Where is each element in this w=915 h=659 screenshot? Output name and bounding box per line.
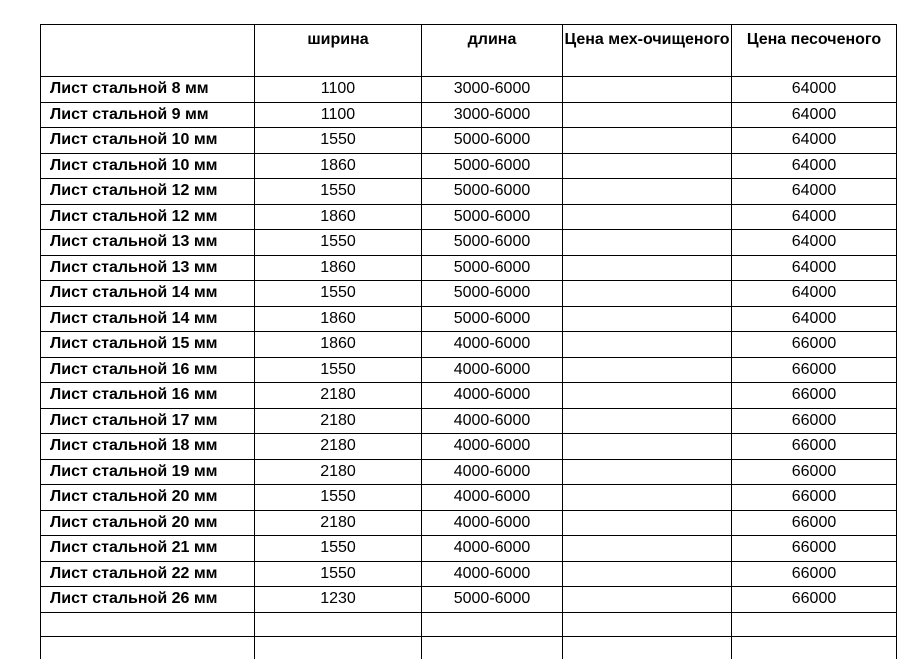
cell-length: 5000-6000	[422, 255, 563, 281]
cell-name: Лист стальной 18 мм	[41, 434, 255, 460]
table-row	[41, 587, 897, 613]
cell-name: Лист стальной 20 мм	[41, 485, 255, 511]
table-row	[41, 179, 897, 205]
cell-width: 1860	[255, 306, 422, 332]
table-row	[41, 77, 897, 103]
cell-price-sand: 64000	[732, 128, 897, 154]
cell-length: 3000-6000	[422, 102, 563, 128]
cell-name: Лист стальной 21 мм	[41, 536, 255, 562]
cell-name: Лист стальной 26 мм	[41, 587, 255, 613]
cell-width: 1860	[255, 332, 422, 358]
cell-length: 5000-6000	[422, 306, 563, 332]
cell-width: 1550	[255, 179, 422, 205]
cell-price-sand: 64000	[732, 179, 897, 205]
cell-length: 5000-6000	[422, 281, 563, 307]
empty-table-row	[41, 637, 897, 659]
table-row	[41, 459, 897, 485]
cell-length: 4000-6000	[422, 561, 563, 587]
table-row	[41, 153, 897, 179]
cell-price-mech	[563, 561, 732, 587]
table-row	[41, 255, 897, 281]
cell-name: Лист стальной 17 мм	[41, 408, 255, 434]
table-row	[41, 306, 897, 332]
cell-width: 1230	[255, 587, 422, 613]
table-row	[41, 128, 897, 154]
cell-name: Лист стальной 10 мм	[41, 128, 255, 154]
cell-price-sand: 64000	[732, 153, 897, 179]
cell-price-mech	[563, 281, 732, 307]
cell-width: 2180	[255, 510, 422, 536]
header-name	[41, 25, 255, 77]
empty-cell	[255, 612, 422, 637]
cell-length: 4000-6000	[422, 383, 563, 409]
cell-name: Лист стальной 22 мм	[41, 561, 255, 587]
cell-length: 4000-6000	[422, 332, 563, 358]
empty-cell	[41, 637, 255, 659]
cell-width: 2180	[255, 459, 422, 485]
cell-name: Лист стальной 16 мм	[41, 383, 255, 409]
cell-length: 5000-6000	[422, 179, 563, 205]
table-row	[41, 408, 897, 434]
cell-price-mech	[563, 255, 732, 281]
cell-price-mech	[563, 434, 732, 460]
cell-length: 5000-6000	[422, 587, 563, 613]
cell-price-sand: 64000	[732, 102, 897, 128]
cell-width: 1860	[255, 255, 422, 281]
cell-price-sand: 66000	[732, 332, 897, 358]
cell-width: 1550	[255, 561, 422, 587]
cell-length: 5000-6000	[422, 153, 563, 179]
cell-price-sand: 66000	[732, 536, 897, 562]
cell-price-mech	[563, 587, 732, 613]
table-row	[41, 204, 897, 230]
empty-cell	[563, 637, 732, 659]
cell-price-mech	[563, 128, 732, 154]
cell-width: 1550	[255, 128, 422, 154]
cell-width: 2180	[255, 383, 422, 409]
cell-width: 1550	[255, 485, 422, 511]
cell-width: 1100	[255, 77, 422, 103]
cell-length: 4000-6000	[422, 357, 563, 383]
cell-width: 1860	[255, 153, 422, 179]
cell-price-sand: 66000	[732, 357, 897, 383]
cell-price-mech	[563, 77, 732, 103]
cell-name: Лист стальной 10 мм	[41, 153, 255, 179]
table-row	[41, 561, 897, 587]
empty-cell	[732, 612, 897, 637]
cell-price-mech	[563, 230, 732, 256]
cell-width: 2180	[255, 408, 422, 434]
cell-price-sand: 66000	[732, 408, 897, 434]
cell-price-mech	[563, 510, 732, 536]
empty-cell	[732, 637, 897, 659]
cell-width: 1550	[255, 536, 422, 562]
cell-width: 1550	[255, 281, 422, 307]
cell-price-sand: 66000	[732, 485, 897, 511]
cell-price-mech	[563, 408, 732, 434]
cell-price-mech	[563, 332, 732, 358]
cell-length: 4000-6000	[422, 434, 563, 460]
cell-price-sand: 64000	[732, 281, 897, 307]
cell-width: 1860	[255, 204, 422, 230]
cell-name: Лист стальной 9 мм	[41, 102, 255, 128]
header-width: ширина	[255, 25, 422, 77]
cell-price-sand: 64000	[732, 255, 897, 281]
cell-name: Лист стальной 14 мм	[41, 306, 255, 332]
cell-width: 2180	[255, 434, 422, 460]
cell-name: Лист стальной 16 мм	[41, 357, 255, 383]
cell-length: 4000-6000	[422, 536, 563, 562]
empty-cell	[422, 612, 563, 637]
cell-width: 1100	[255, 102, 422, 128]
cell-price-sand: 66000	[732, 434, 897, 460]
table-row	[41, 536, 897, 562]
cell-price-mech	[563, 383, 732, 409]
cell-price-mech	[563, 459, 732, 485]
cell-name: Лист стальной 13 мм	[41, 255, 255, 281]
cell-name: Лист стальной 15 мм	[41, 332, 255, 358]
cell-price-mech	[563, 179, 732, 205]
cell-price-sand: 66000	[732, 459, 897, 485]
table-row	[41, 230, 897, 256]
cell-price-mech	[563, 357, 732, 383]
cell-price-mech	[563, 102, 732, 128]
table-row	[41, 510, 897, 536]
table-row	[41, 434, 897, 460]
cell-price-mech	[563, 306, 732, 332]
cell-name: Лист стальной 14 мм	[41, 281, 255, 307]
cell-width: 1550	[255, 230, 422, 256]
table-row	[41, 281, 897, 307]
table-row	[41, 383, 897, 409]
cell-price-mech	[563, 536, 732, 562]
cell-price-sand: 66000	[732, 510, 897, 536]
cell-price-sand: 64000	[732, 306, 897, 332]
cell-length: 5000-6000	[422, 128, 563, 154]
cell-name: Лист стальной 12 мм	[41, 179, 255, 205]
header-length: длина	[422, 25, 563, 77]
header-row	[41, 25, 897, 77]
cell-price-mech	[563, 204, 732, 230]
header-price-mech: Цена мех-очищеного	[563, 25, 732, 77]
cell-length: 4000-6000	[422, 408, 563, 434]
empty-cell	[41, 612, 255, 637]
cell-length: 5000-6000	[422, 204, 563, 230]
table-row	[41, 357, 897, 383]
cell-name: Лист стальной 19 мм	[41, 459, 255, 485]
cell-price-sand: 64000	[732, 204, 897, 230]
cell-price-mech	[563, 153, 732, 179]
empty-table-row	[41, 612, 897, 637]
table-row	[41, 485, 897, 511]
cell-length: 3000-6000	[422, 77, 563, 103]
cell-length: 4000-6000	[422, 510, 563, 536]
header-price-sand: Цена песоченого	[732, 25, 897, 77]
cell-price-sand: 64000	[732, 230, 897, 256]
empty-cell	[563, 612, 732, 637]
cell-length: 5000-6000	[422, 230, 563, 256]
table-row	[41, 332, 897, 358]
cell-price-sand: 66000	[732, 587, 897, 613]
cell-width: 1550	[255, 357, 422, 383]
cell-length: 4000-6000	[422, 485, 563, 511]
steel-sheet-price-table	[40, 24, 897, 659]
cell-name: Лист стальной 13 мм	[41, 230, 255, 256]
cell-name: Лист стальной 20 мм	[41, 510, 255, 536]
cell-name: Лист стальной 12 мм	[41, 204, 255, 230]
table-row	[41, 102, 897, 128]
cell-price-sand: 66000	[732, 561, 897, 587]
empty-cell	[422, 637, 563, 659]
cell-price-sand: 66000	[732, 383, 897, 409]
cell-name: Лист стальной 8 мм	[41, 77, 255, 103]
cell-length: 4000-6000	[422, 459, 563, 485]
cell-price-sand: 64000	[732, 77, 897, 103]
cell-price-mech	[563, 485, 732, 511]
empty-cell	[255, 637, 422, 659]
